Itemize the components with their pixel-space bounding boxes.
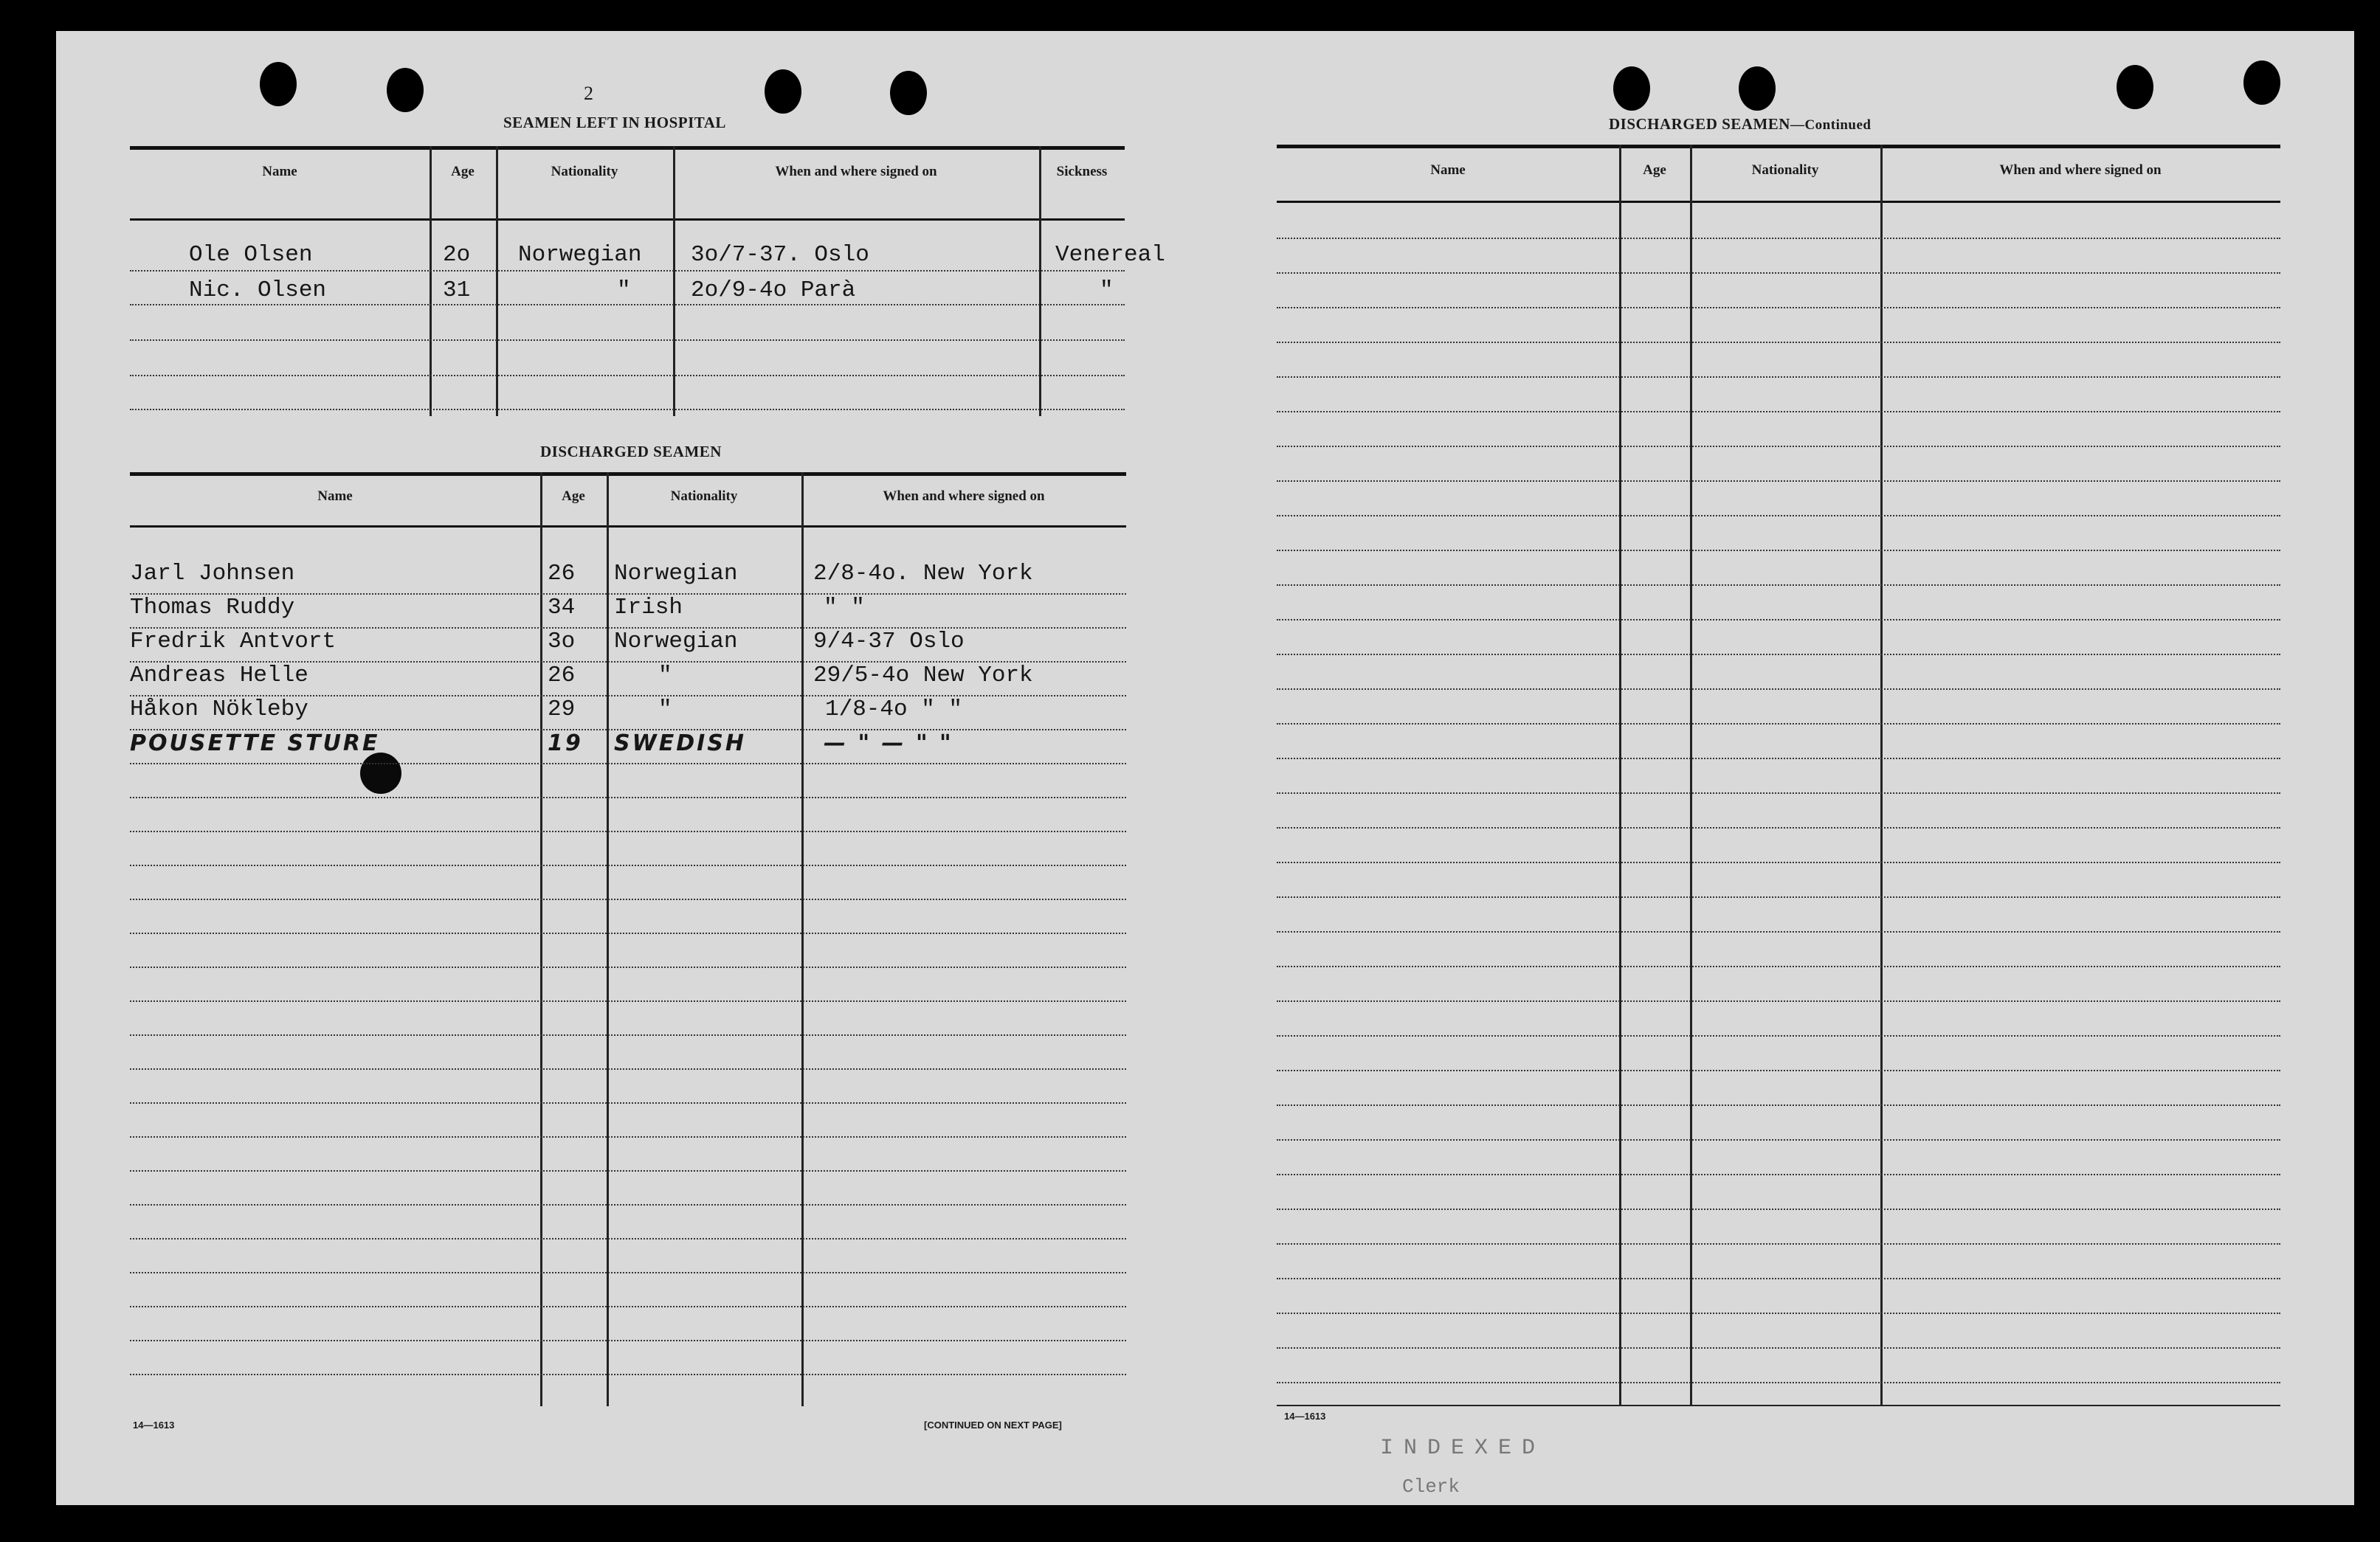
ruled-line <box>1277 584 2280 586</box>
ruled-line <box>130 1374 1126 1375</box>
hospital-row-2-name: Nic. Olsen <box>189 277 327 303</box>
ruled-line <box>1277 272 2280 274</box>
ruled-line <box>1277 1174 2280 1175</box>
hospital-row-1-nationality: Norwegian <box>518 242 642 268</box>
ruled-line <box>1277 1104 2280 1106</box>
ruled-line <box>130 1306 1126 1307</box>
ruled-line <box>130 1102 1126 1104</box>
ruled-line <box>1277 515 2280 516</box>
discharged-row-4-name: Andreas Helle <box>130 663 308 688</box>
col-header-signed-on: When and where signed on <box>1999 162 2162 178</box>
discharged-row-5-age: 29 <box>548 696 576 722</box>
col-header-age: Age <box>451 164 475 179</box>
punch-hole <box>1739 66 1776 111</box>
ruled-line <box>1277 1313 2280 1314</box>
discharged-row-5-signed-on: 1/8-4o " " <box>825 696 963 722</box>
ruled-line <box>130 1272 1126 1273</box>
indexed-stamp: INDEXED <box>1380 1436 1546 1461</box>
ruled-line <box>130 1204 1126 1206</box>
discharged-row-2-age: 34 <box>548 595 576 620</box>
ruled-line <box>1277 931 2280 933</box>
handwritten-row-signed-on: — " — " " <box>824 730 953 756</box>
ruled-line <box>1277 1035 2280 1037</box>
ruled-line <box>130 797 1126 798</box>
ruled-line <box>130 899 1126 900</box>
discharged-continued-table <box>1277 145 2280 1406</box>
col-header-nationality: Nationality <box>551 164 618 179</box>
hospital-row-2-sickness: " <box>1100 277 1114 303</box>
ruled-line <box>1277 342 2280 343</box>
ruled-line <box>1277 550 2280 551</box>
ruled-line <box>130 627 1126 629</box>
discharged-row-1-name: Jarl Johnsen <box>130 561 295 587</box>
right-page <box>1173 31 2354 1505</box>
title-text: DISCHARGED SEAMEN <box>1609 115 1790 133</box>
col-header-age: Age <box>1643 162 1666 178</box>
hospital-row-2-age: 31 <box>443 277 471 303</box>
hospital-row-1-sickness: Venereal <box>1055 242 1165 268</box>
ruled-line <box>1277 480 2280 482</box>
hospital-row-1-name: Ole Olsen <box>189 242 313 268</box>
hospital-row-1-signed-on: 3o/7-37. Oslo <box>691 242 869 268</box>
ruled-line <box>130 1340 1126 1341</box>
discharged-row-4-signed-on: 29/5-4o New York <box>813 663 1033 688</box>
ruled-line <box>1277 688 2280 690</box>
col-header-nationality: Nationality <box>670 488 738 504</box>
discharged-row-5-name: Håkon Nökleby <box>130 696 308 722</box>
ruled-line <box>130 967 1126 968</box>
discharged-continued-title <box>1609 115 1871 134</box>
hospital-row-2-nationality: " <box>617 277 631 303</box>
ruled-line <box>130 695 1126 696</box>
ruled-line <box>130 593 1126 595</box>
ruled-line <box>130 1136 1126 1138</box>
page-number: 2 <box>584 83 593 104</box>
ruled-line <box>1277 723 2280 725</box>
ruled-line <box>130 1238 1126 1240</box>
ruled-line <box>130 1034 1126 1036</box>
discharged-row-2-signed-on: " " <box>824 595 865 620</box>
ruled-line <box>1277 654 2280 655</box>
clerk-stamp: Clerk <box>1402 1476 1460 1498</box>
col-header-age: Age <box>562 488 585 504</box>
form-number: 14—1613 <box>133 1420 175 1431</box>
ruled-line <box>130 865 1126 866</box>
ruled-line <box>1277 1209 2280 1210</box>
discharged-row-2-name: Thomas Ruddy <box>130 595 295 620</box>
discharged-row-4-nationality: " <box>658 663 672 688</box>
ruled-line <box>130 661 1126 663</box>
discharged-row-3-signed-on: 9/4-37 Oslo <box>813 629 965 654</box>
continued-note: [CONTINUED ON NEXT PAGE] <box>924 1420 1062 1431</box>
ink-blot <box>360 753 401 794</box>
left-page <box>56 31 1193 1505</box>
punch-hole <box>387 68 424 112</box>
ruled-line <box>130 729 1126 730</box>
ruled-line <box>1277 238 2280 239</box>
hospital-row-1-age: 2o <box>443 242 471 268</box>
ruled-line <box>1277 792 2280 794</box>
ruled-line <box>1277 376 2280 378</box>
col-header-name: Name <box>317 488 353 504</box>
punch-hole <box>1613 66 1650 111</box>
ruled-line <box>1277 1070 2280 1071</box>
punch-hole <box>765 69 801 114</box>
ruled-line <box>1277 896 2280 898</box>
title-suffix: —Continued <box>1790 117 1872 133</box>
discharged-row-3-age: 3o <box>548 629 576 654</box>
ruled-line <box>1277 1278 2280 1279</box>
col-header-name: Name <box>1430 162 1466 178</box>
discharged-row-4-age: 26 <box>548 663 576 688</box>
col-header-signed-on: When and where signed on <box>883 488 1045 504</box>
punch-hole <box>890 71 927 115</box>
ruled-line <box>1277 619 2280 620</box>
form-number: 14—1613 <box>1284 1411 1326 1422</box>
ruled-line <box>1277 307 2280 308</box>
discharged-row-5-nationality: " <box>658 696 672 722</box>
col-header-name: Name <box>262 164 297 179</box>
col-header-signed-on: When and where signed on <box>775 164 937 179</box>
ruled-line <box>1277 1347 2280 1349</box>
discharged-section-title: DISCHARGED SEAMEN <box>540 443 722 460</box>
ruled-line <box>1277 411 2280 412</box>
ruled-line <box>1277 862 2280 863</box>
ruled-line <box>1277 1139 2280 1141</box>
ruled-line <box>130 1000 1126 1002</box>
punch-hole <box>2117 65 2153 109</box>
discharged-row-1-signed-on: 2/8-4o. New York <box>813 561 1033 587</box>
punch-hole <box>2243 60 2280 105</box>
ruled-line <box>1277 1382 2280 1383</box>
ruled-line <box>130 831 1126 832</box>
punch-hole <box>260 62 297 106</box>
col-header-sickness: Sickness <box>1056 164 1108 179</box>
discharged-row-1-nationality: Norwegian <box>614 561 738 587</box>
hospital-table <box>130 146 1165 416</box>
handwritten-row-nationality: SWEDISH <box>614 730 746 756</box>
hospital-section-title: SEAMEN LEFT IN HOSPITAL <box>503 114 726 131</box>
ruled-line <box>130 1170 1126 1172</box>
handwritten-row-age: 19 <box>548 730 583 756</box>
ruled-line <box>1277 827 2280 829</box>
hospital-row-2-signed-on: 2o/9-4o Parà <box>691 277 856 303</box>
discharged-row-3-name: Fredrik Antvort <box>130 629 337 654</box>
ruled-line <box>1277 1000 2280 1002</box>
handwritten-row-name: POUSETTE STURE <box>130 730 380 756</box>
discharged-row-2-nationality: Irish <box>614 595 683 620</box>
ruled-line <box>130 1068 1126 1070</box>
discharged-row-3-nationality: Norwegian <box>614 629 738 654</box>
ruled-line <box>1277 446 2280 447</box>
ruled-line <box>130 763 1126 764</box>
ruled-line <box>1277 758 2280 759</box>
col-header-nationality: Nationality <box>1751 162 1819 178</box>
discharged-row-1-age: 26 <box>548 561 576 587</box>
ruled-line <box>130 933 1126 934</box>
ruled-line <box>1277 966 2280 967</box>
ruled-line <box>1277 1243 2280 1245</box>
discharged-table <box>130 472 1126 1406</box>
